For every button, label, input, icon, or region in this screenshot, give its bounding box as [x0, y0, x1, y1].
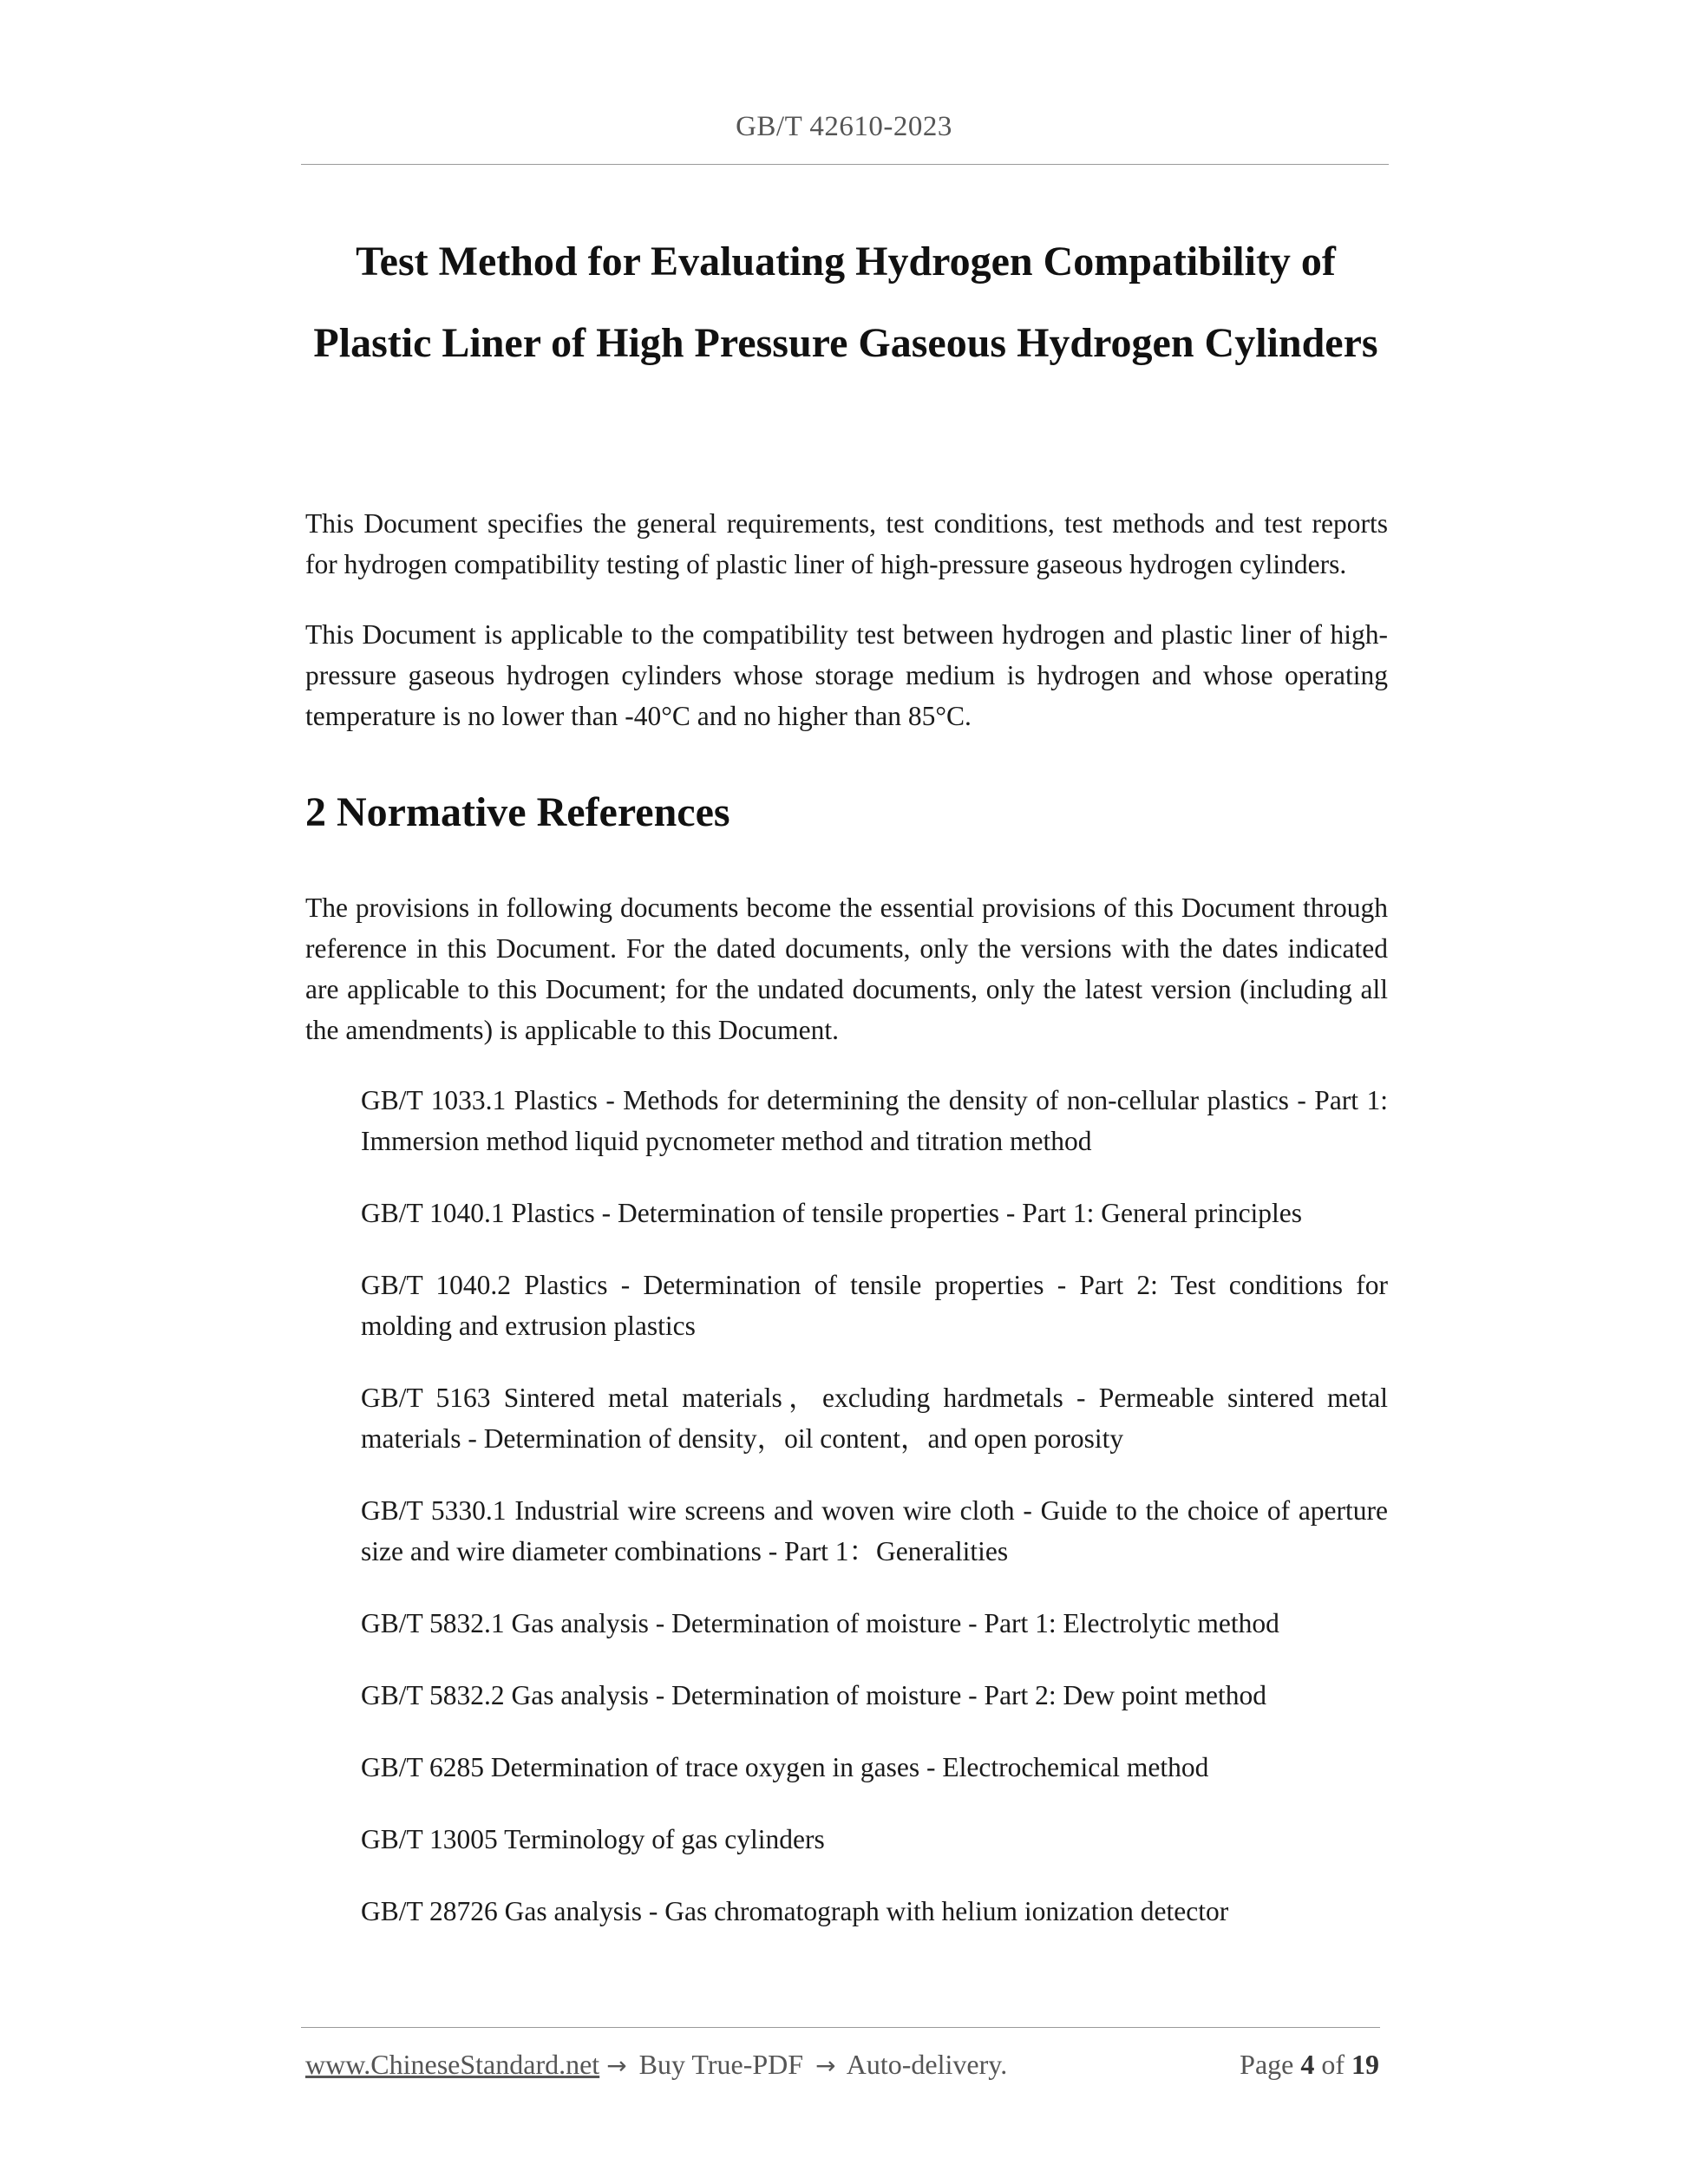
reference-item: GB/T 13005 Terminology of gas cylinders: [361, 1824, 825, 1854]
normative-references-intro: The provisions in following documents become the essential provisions of this Document through reference in this Document. For the dated documents, only the versions with the dates indicated are applicable to this Document; for the undated documents, only the latest version (including all the amendments) is applicable to this Document.: [305, 893, 1388, 1045]
document-title-line-2: Plastic Liner of High Pressure Gaseous Hydrogen Cylinders: [313, 320, 1378, 366]
page-current: 4: [1300, 2049, 1315, 2080]
reference-list: [305, 1080, 1388, 1932]
reference-item: GB/T 5163 Sintered metal materials，excluding hardmetals - Permeable sintered metal materials - Determination of density，oil content，and open porosity: [361, 1383, 1388, 1454]
page-total: 19: [1351, 2049, 1379, 2080]
website-link[interactable]: www.ChineseStandard.net: [305, 2049, 600, 2080]
reference-item: GB/T 1040.1 Plastics - Determination of tensile properties - Part 1: General principles: [361, 1198, 1303, 1228]
page-of-label: of: [1321, 2049, 1345, 2080]
document-title: [286, 221, 1405, 384]
scope-paragraph-2: This Document is applicable to the compatibility test between hydrogen and plastic liner of high-pressure gaseous hydrogen cylinders whose storage medium is hydrogen and whose operating temperature is no lower than -40°C and no higher than 85°C.: [305, 619, 1388, 731]
header-divider: [301, 164, 1389, 165]
arrow-right-icon: →: [815, 2051, 836, 2080]
reference-item: GB/T 5832.1 Gas analysis - Determination of moisture - Part 1: Electrolytic method: [361, 1608, 1279, 1638]
buy-true-pdf-text: Buy True-PDF: [638, 2049, 804, 2080]
document-title-line-1: Test Method for Evaluating Hydrogen Compatibility of: [356, 239, 1336, 284]
page-label: Page: [1240, 2049, 1294, 2080]
reference-item: GB/T 28726 Gas analysis - Gas chromatograph with helium ionization detector: [361, 1896, 1229, 1926]
footer-divider: [301, 2027, 1380, 2028]
footer-promo: [305, 2049, 1012, 2081]
reference-item: GB/T 1040.2 Plastics - Determination of tensile properties - Part 2: Test conditions for molding and extrusion plastics: [361, 1270, 1388, 1341]
arrow-right-icon: →: [606, 2051, 627, 2080]
page-number: [1240, 2049, 1379, 2081]
page-footer: [305, 2049, 1379, 2081]
document-body: [305, 503, 1388, 1963]
scope-paragraph-1: This Document specifies the general requirements, test conditions, test methods and test reports for hydrogen compatibility testing of plastic liner of high-pressure gaseous hydrogen cylinders.: [305, 508, 1388, 579]
reference-item: GB/T 1033.1 Plastics - Methods for determining the density of non-cellular plastics - Part 1: Immersion method liquid pycnometer method and titration method: [361, 1085, 1388, 1156]
reference-item: GB/T 5832.2 Gas analysis - Determination of moisture - Part 2: Dew point method: [361, 1680, 1267, 1710]
reference-item: GB/T 6285 Determination of trace oxygen in gases - Electrochemical method: [361, 1752, 1209, 1782]
section-heading-normative-references: 2 Normative References: [305, 789, 730, 835]
running-header: GB/T 42610-2023: [736, 111, 952, 142]
reference-item: GB/T 5330.1 Industrial wire screens and woven wire cloth - Guide to the choice of aperture size and wire diameter combinations - Part 1：Generalities: [361, 1495, 1388, 1566]
auto-delivery-text: Auto-delivery.: [846, 2049, 1008, 2080]
